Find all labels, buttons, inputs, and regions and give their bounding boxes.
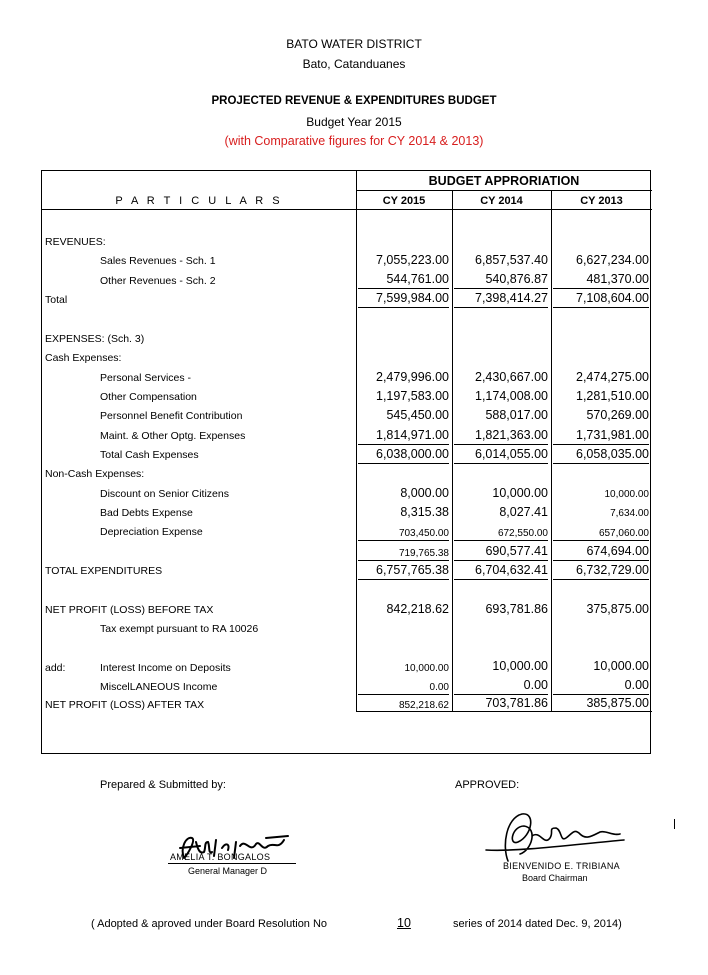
total-rule (358, 579, 449, 580)
other-revenues-cy2014: 540,876.87 (485, 272, 548, 286)
miscellaneous-income-cy2014: 0.00 (523, 678, 548, 692)
non-cash-total-cy2014: 690,577.41 (485, 544, 548, 558)
add-label: add: (45, 662, 66, 674)
subtotal-rule (454, 694, 548, 695)
depreciation-label: Depreciation Expense (100, 526, 203, 538)
maint-other-expenses-cy2014: 1,821,363.00 (475, 428, 548, 442)
subtotal-rule (358, 540, 449, 541)
total-rule (358, 307, 449, 308)
personnel-benefit-label: Personnel Benefit Contribution (100, 410, 243, 422)
subtotal-rule (553, 540, 649, 541)
subtotal-rule (454, 463, 548, 464)
column-header-cy2013: CY 2013 (580, 195, 623, 207)
other-compensation-label: Other Compensation (100, 391, 197, 403)
budget-appropriation-header: BUDGET APPRORIATION (428, 174, 580, 188)
total-rule (553, 579, 649, 580)
bad-debts-cy2013: 7,634.00 (610, 508, 649, 519)
sales-revenues-cy2013: 6,627,234.00 (576, 253, 649, 267)
subtotal-rule (358, 463, 449, 464)
bad-debts-cy2014: 8,027.41 (499, 505, 548, 519)
depreciation-cy2015: 703,450.00 (398, 528, 449, 539)
sales-revenues-label: Sales Revenues - Sch. 1 (100, 255, 216, 267)
total-cash-expenses-cy2014: 6,014,055.00 (475, 447, 548, 461)
cash-expenses-label: Cash Expenses: (45, 352, 122, 364)
sales-revenues-cy2015: 7,055,223.00 (376, 253, 449, 267)
prepared-by-label: Prepared & Submitted by: (100, 779, 226, 791)
total-label: Total (45, 294, 68, 306)
subtotal-rule (553, 463, 649, 464)
resolution-prefix: ( Adopted & aproved under Board Resolution No (91, 918, 328, 930)
approver-signature (478, 806, 628, 866)
other-compensation-cy2013: 1,281,510.00 (576, 389, 649, 403)
total-expenditures-cy2015: 6,757,765.38 (376, 563, 449, 577)
net-profit-before-tax-cy2013: 375,875.00 (586, 602, 649, 616)
personal-services-label: Personal Services - (100, 372, 192, 384)
organization-name: BATO WATER DISTRICT (286, 37, 422, 51)
subtotal-rule (454, 444, 548, 445)
subtotal-rule (358, 444, 449, 445)
personal-services-cy2013: 2,474,275.00 (576, 370, 649, 384)
approver-title: Board Chairman (522, 873, 588, 883)
bad-debts-cy2015: 8,315.38 (400, 505, 449, 519)
personnel-benefit-cy2014: 588,017.00 (485, 408, 548, 422)
depreciation-cy2014: 672,550.00 (497, 528, 548, 539)
total-expenditures-label: TOTAL EXPENDITURES (45, 565, 163, 577)
bad-debts-label: Bad Debts Expense (100, 507, 193, 519)
subtotal-rule (358, 288, 449, 289)
total-rule (454, 579, 548, 580)
non-cash-expenses-label: Non-Cash Expenses: (45, 468, 145, 480)
total-cash-expenses-cy2013: 6,058,035.00 (576, 447, 649, 461)
resolution-number: 10 (397, 916, 411, 930)
total-rule (454, 307, 548, 308)
subtotal-rule (553, 560, 649, 561)
net-profit-after-tax-cy2014: 703,781.86 (485, 696, 548, 710)
discount-senior-label: Discount on Senior Citizens (100, 488, 229, 500)
interest-income-cy2014: 10,000.00 (492, 659, 548, 673)
resolution-suffix: series of 2014 dated Dec. 9, 2014) (453, 918, 622, 930)
personnel-benefit-cy2013: 570,269.00 (586, 408, 649, 422)
revenues-label: REVENUES: (45, 236, 106, 248)
interest-income-label: Interest Income on Deposits (100, 662, 231, 674)
column-header-cy2014: CY 2014 (480, 195, 523, 207)
other-compensation-cy2015: 1,197,583.00 (376, 389, 449, 403)
maint-other-expenses-label: Maint. & Other Optg. Expenses (100, 430, 246, 442)
total-expenditures-cy2013: 6,732,729.00 (576, 563, 649, 577)
net-profit-after-tax-cy2013: 385,875.00 (586, 696, 649, 710)
maint-other-expenses-cy2013: 1,731,981.00 (576, 428, 649, 442)
approved-label: APPROVED: (455, 779, 520, 791)
total-cy2014: 7,398,414.27 (475, 291, 548, 305)
budget-year: Budget Year 2015 (306, 115, 402, 129)
depreciation-cy2013: 657,060.00 (598, 528, 649, 539)
other-revenues-cy2013: 481,370.00 (586, 272, 649, 286)
preparer-signature-line (168, 863, 296, 864)
non-cash-total-cy2015: 719,765.38 (398, 548, 449, 559)
subtotal-rule (454, 288, 548, 289)
discount-senior-cy2013: 10,000.00 (604, 489, 649, 500)
comparative-note: (with Comparative figures for CY 2014 & 2013) (224, 134, 484, 148)
personnel-benefit-cy2015: 545,450.00 (386, 408, 449, 422)
column-header-cy2015: CY 2015 (382, 195, 426, 207)
total-cash-expenses-label: Total Cash Expenses (100, 449, 199, 461)
expenses-label: EXPENSES: (Sch. 3) (45, 333, 145, 345)
subtotal-rule (454, 560, 548, 561)
budget-table (41, 170, 651, 754)
preparer-name: AMELIA T. BONGALOS (170, 852, 271, 862)
discount-senior-cy2015: 8,000.00 (400, 486, 449, 500)
total-cy2013: 7,108,604.00 (576, 291, 649, 305)
other-revenues-label: Other Revenues - Sch. 2 (100, 275, 216, 287)
header-divider (356, 190, 652, 191)
subtotal-rule (553, 288, 649, 289)
total-rule (553, 307, 649, 308)
interest-income-cy2015: 10,000.00 (404, 663, 449, 674)
organization-location: Bato, Catanduanes (302, 57, 406, 71)
total-cy2015: 7,599,984.00 (376, 291, 449, 305)
subtotal-rule (553, 694, 649, 695)
subtotal-rule (358, 560, 449, 561)
subtotal-rule (553, 444, 649, 445)
personal-services-cy2014: 2,430,667.00 (475, 370, 548, 384)
other-compensation-cy2014: 1,174,008.00 (475, 389, 548, 403)
net-profit-before-tax-cy2014: 693,781.86 (485, 602, 548, 616)
particulars-header: P A R T I C U L A R S (115, 195, 283, 207)
total-expenditures-cy2014: 6,704,632.41 (475, 563, 548, 577)
personal-services-cy2015: 2,479,996.00 (376, 370, 449, 384)
non-cash-total-cy2013: 674,694.00 (586, 544, 649, 558)
miscellaneous-income-label: MiscelLANEOUS Income (100, 681, 218, 693)
tax-exempt-note: Tax exempt pursuant to RA 10026 (100, 623, 259, 635)
total-cash-expenses-cy2015: 6,038,000.00 (376, 447, 449, 461)
interest-income-cy2013: 10,000.00 (593, 659, 649, 673)
sales-revenues-cy2014: 6,857,537.40 (475, 253, 548, 267)
approver-name: BIENVENIDO E. TRIBIANA (503, 861, 620, 871)
preparer-title: General Manager D (188, 866, 268, 876)
net-profit-before-tax-label: NET PROFIT (LOSS) BEFORE TAX (45, 604, 214, 616)
document-title: PROJECTED REVENUE & EXPENDITURES BUDGET (211, 95, 497, 107)
net-profit-after-tax-cy2015: 852,218.62 (398, 700, 449, 711)
miscellaneous-income-cy2013: 0.00 (624, 678, 649, 692)
header-divider (42, 209, 652, 210)
other-revenues-cy2015: 544,761.00 (386, 272, 449, 286)
net-profit-after-tax-label: NET PROFIT (LOSS) AFTER TAX (45, 699, 205, 711)
net-profit-before-tax-cy2015: 842,218.62 (386, 602, 449, 616)
maint-other-expenses-cy2015: 1,814,971.00 (376, 428, 449, 442)
miscellaneous-income-cy2015: 0.00 (429, 682, 449, 693)
margin-tick (674, 819, 675, 829)
subtotal-rule (358, 694, 449, 695)
subtotal-rule (454, 540, 548, 541)
discount-senior-cy2014: 10,000.00 (492, 486, 548, 500)
